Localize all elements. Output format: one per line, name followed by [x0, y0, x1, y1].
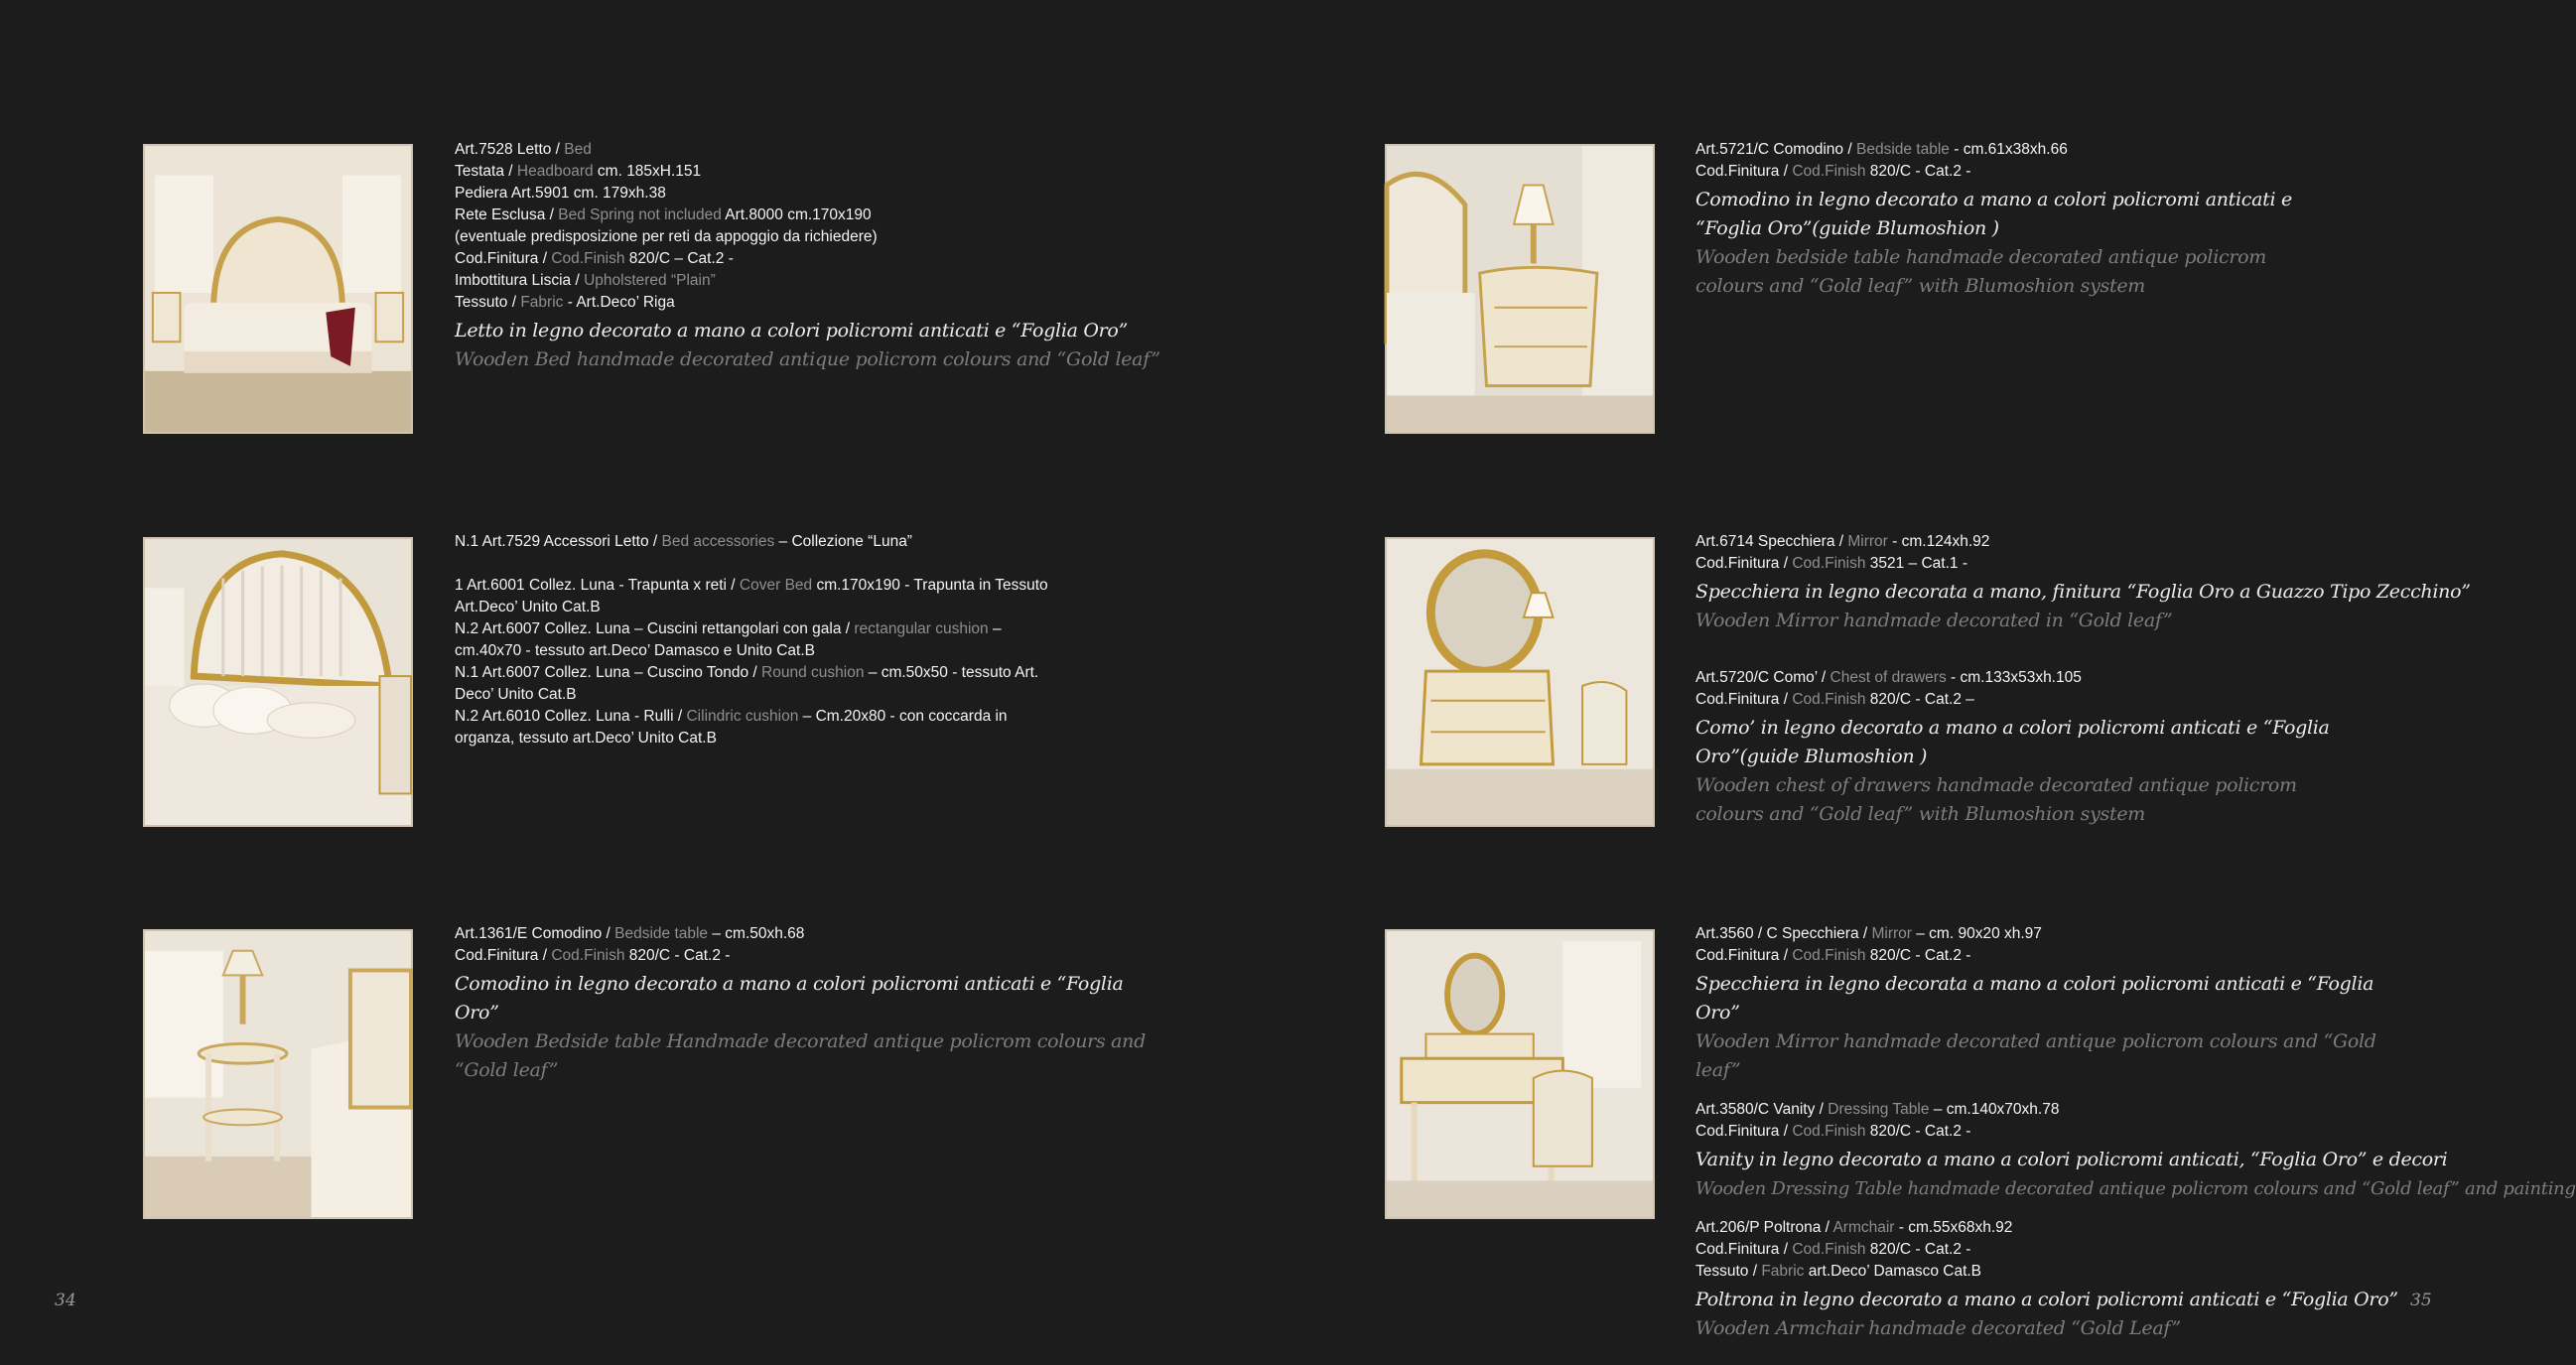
- text: Cod.Finitura /: [1695, 1241, 1793, 1258]
- text: N.2 Art.6010 Collez. Luna - Rulli /: [455, 708, 687, 725]
- text: 820/C - Cat.2 –: [1865, 691, 1974, 708]
- line-footboard: Pediera Art.5901 cm. 179xh.38: [455, 185, 666, 202]
- line-upholstery: [455, 270, 1169, 292]
- line-finish: [455, 945, 1169, 967]
- line-armchair-article: [1695, 1217, 2410, 1239]
- product-block-vanity-set: [1695, 923, 2576, 1343]
- text: - Art.Deco’ Riga: [563, 294, 675, 311]
- text: – cm.140x70xh.78: [1929, 1101, 2060, 1118]
- line-cilindric-cushion-fabric: organza, tessuto art.Deco’ Unito Cat.B: [455, 730, 717, 747]
- bed-photo: [143, 144, 413, 434]
- text: 3521 – Cat.1 -: [1865, 555, 1967, 572]
- description-italian: Comodino in legno decorato a mano a colori policromi anticati e “Foglia Oro”: [455, 973, 1124, 1024]
- line-rect-cushion: [455, 618, 1169, 640]
- line-note: (eventuale predisposizione per reti da appoggio da richiedere): [455, 228, 878, 245]
- text: Imbottitura Liscia /: [455, 272, 585, 289]
- text: Cod.Finitura /: [455, 250, 552, 267]
- text-en: Cod.Finish: [1792, 555, 1866, 572]
- text: – cm.50x50 - tessuto Art.: [864, 664, 1039, 681]
- spacer: [1695, 1203, 2410, 1217]
- text: 820/C - Cat.2 -: [1865, 1241, 1971, 1258]
- text-en: Cilindric cushion: [686, 708, 799, 725]
- line-mirror-article: [1695, 531, 2351, 553]
- line-armchair-fabric: [1695, 1261, 2410, 1283]
- text-en: Bedside table: [614, 925, 709, 942]
- text: Tessuto /: [455, 294, 521, 311]
- text: Cod.Finitura /: [1695, 555, 1793, 572]
- text-en: Bedside table: [1855, 141, 1950, 158]
- spacer: [455, 553, 1169, 575]
- text: art.Deco’ Damasco Cat.B: [1804, 1263, 1982, 1280]
- text-en: Cod.Finish: [1792, 691, 1866, 708]
- line-article: [455, 139, 1169, 161]
- text-en: Fabric: [1761, 1263, 1805, 1280]
- text-en: Round cushion: [761, 664, 865, 681]
- line-finish: [1695, 161, 2331, 183]
- text-en: Cod.Finish: [1792, 947, 1866, 964]
- text: Testata /: [455, 163, 517, 180]
- spacer: [1695, 635, 2351, 667]
- text: Art.3560 / C Specchiera /: [1695, 925, 1872, 942]
- text: Cod.Finitura /: [1695, 691, 1793, 708]
- product-block-bed: [455, 139, 1169, 374]
- text-en: Headboard: [516, 163, 594, 180]
- text-en: Cod.Finish: [1792, 1241, 1866, 1258]
- text: Art.5720/C Como’ /: [1695, 669, 1830, 686]
- product-block-mirror-chest: [1695, 531, 2471, 829]
- line-mirror-article: [1695, 923, 2410, 945]
- text-en: Cover Bed: [739, 577, 813, 594]
- text: N.1 Art.6007 Collez. Luna – Cuscino Tondo /: [455, 664, 762, 681]
- line-round-cushion-fabric: Deco’ Unito Cat.B: [455, 686, 577, 703]
- product-block-bed-accessories: [455, 531, 1169, 750]
- text: Art.7528 Letto /: [455, 141, 565, 158]
- chest-description-english: Wooden chest of drawers handmade decorated antique policrom colours and “Gold leaf” with Blumoshion system: [1695, 774, 2297, 825]
- text-en: Cod.Finish: [1792, 163, 1866, 180]
- text-en: rectangular cushion: [854, 620, 989, 637]
- text: Art.5721/C Comodino /: [1695, 141, 1856, 158]
- line-armchair-finish: [1695, 1239, 2410, 1261]
- line-rect-cushion-fabric: cm.40x70 - tessuto art.Deco’ Damasco e Unito Cat.B: [455, 642, 815, 659]
- text: - cm.124xh.92: [1887, 533, 1990, 550]
- text-en: Mirror: [1847, 533, 1888, 550]
- description-english: Wooden Bed handmade decorated antique policrom colours and “Gold leaf”: [455, 348, 1160, 370]
- description-italian: Letto in legno decorato a mano a colori policromi anticati e “Foglia Oro”: [455, 320, 1128, 341]
- text: Art.206/P Poltrona /: [1695, 1219, 1833, 1236]
- text: 820/C - Cat.2 -: [1865, 947, 1971, 964]
- text: N.1 Art.7529 Accessori Letto /: [455, 533, 662, 550]
- line-round-cushion: [455, 662, 1169, 684]
- text: - cm.133x53xh.105: [1946, 669, 2082, 686]
- text: - cm.55x68xh.92: [1894, 1219, 2013, 1236]
- text: 820/C - Cat.2 -: [1865, 1123, 1971, 1140]
- text: 820/C – Cat.2 -: [624, 250, 734, 267]
- text: 820/C - Cat.2 -: [1865, 163, 1971, 180]
- description-italian: Comodino in legno decorato a mano a colori policromi anticati e “Foglia Oro”(guide Blumoshion ): [1695, 189, 2292, 239]
- text: – Cm.20x80 - con coccarda in: [798, 708, 1008, 725]
- mirror-description-english: Wooden Mirror handmade decorated antique policrom colours and “Gold leaf”: [1695, 1030, 2376, 1081]
- text: – Collezione “Luna”: [774, 533, 912, 550]
- line-chest-article: [1695, 667, 2351, 689]
- text: Art.8000 cm.170x190: [721, 206, 872, 223]
- text-en: Bed accessories: [661, 533, 775, 550]
- vanity-description-italian: Vanity in legno decorato a mano a colori policromi anticati, “Foglia Oro” e decori: [1695, 1149, 2448, 1170]
- line-vanity-article: [1695, 1099, 2410, 1121]
- line-spring: [455, 205, 1169, 226]
- mirror-description-italian: Specchiera in legno decorata a mano, finitura “Foglia Oro a Guazzo Tipo Zecchino”: [1695, 581, 2471, 603]
- description-english: Wooden bedside table handmade decorated antique policrom colours and “Gold leaf” with Blumoshion system: [1695, 246, 2266, 297]
- line-finish: [455, 248, 1169, 270]
- text: Rete Esclusa /: [455, 206, 559, 223]
- description-english: Wooden Bedside table Handmade decorated antique policrom colours and “Gold leaf”: [455, 1030, 1146, 1081]
- bed-accessories-photo: [143, 537, 413, 827]
- line-cover-bed-fabric: Art.Deco’ Unito Cat.B: [455, 599, 601, 615]
- text: Art.3580/C Vanity /: [1695, 1101, 1829, 1118]
- text: – cm. 90x20 xh.97: [1911, 925, 2042, 942]
- line-cover-bed: [455, 575, 1169, 597]
- text-en: Armchair: [1832, 1219, 1895, 1236]
- product-block-bedside-table-2: [1695, 139, 2331, 301]
- spacer: [1695, 1085, 2410, 1099]
- line-vanity-finish: [1695, 1121, 2410, 1143]
- text-en: Cod.Finish: [551, 947, 625, 964]
- text: - cm.61x38xh.66: [1949, 141, 2068, 158]
- text: Cod.Finitura /: [1695, 1123, 1793, 1140]
- mirror-chest-photo: [1385, 537, 1655, 827]
- line-article: [455, 923, 1169, 945]
- mirror-description-italian: Specchiera in legno decorata a mano a colori policromi anticati e “Foglia Oro”: [1695, 973, 2374, 1024]
- page-number-right: 35: [2410, 1291, 2432, 1310]
- text: Tessuto /: [1695, 1263, 1762, 1280]
- text: N.2 Art.6007 Collez. Luna – Cuscini rettangolari con gala /: [455, 620, 855, 637]
- line-headboard: [455, 161, 1169, 183]
- text-en: Mirror: [1871, 925, 1912, 942]
- page-number-left: 34: [55, 1291, 76, 1310]
- text-en: Dressing Table: [1828, 1101, 1930, 1118]
- text: 820/C - Cat.2 -: [624, 947, 731, 964]
- text-en: Fabric: [520, 294, 564, 311]
- text: cm. 185xH.151: [593, 163, 702, 180]
- line-article: [455, 531, 1169, 553]
- vanity-description-english: Wooden Dressing Table handmade decorated antique policrom colours and “Gold leaf” and painting: [1695, 1178, 2576, 1199]
- bedside-table-photo-1: [143, 929, 413, 1219]
- line-article: [1695, 139, 2331, 161]
- text-en: Bed Spring not included: [558, 206, 722, 223]
- text: – cm.50xh.68: [708, 925, 805, 942]
- line-mirror-finish: [1695, 553, 2351, 575]
- product-block-bedside-table: [455, 923, 1169, 1085]
- line-chest-finish: [1695, 689, 2351, 711]
- text: Cod.Finitura /: [1695, 163, 1793, 180]
- text: cm.170x190 - Trapunta in Tessuto: [812, 577, 1048, 594]
- line-cilindric-cushion: [455, 706, 1169, 728]
- text: Art.6714 Specchiera /: [1695, 533, 1848, 550]
- bedside-table-photo-2: [1385, 144, 1655, 434]
- vanity-photo: [1385, 929, 1655, 1219]
- armchair-description-english: Wooden Armchair handmade decorated “Gold Leaf”: [1695, 1317, 2181, 1339]
- text-en: Bed: [564, 141, 592, 158]
- text: 1 Art.6001 Collez. Luna - Trapunta x reti /: [455, 577, 740, 594]
- text-en: Cod.Finish: [1792, 1123, 1866, 1140]
- text: Art.1361/E Comodino /: [455, 925, 615, 942]
- text: Cod.Finitura /: [1695, 947, 1793, 964]
- mirror-description-english: Wooden Mirror handmade decorated in “Gold leaf”: [1695, 610, 2173, 631]
- text: –: [988, 620, 1002, 637]
- text-en: Upholstered “Plain”: [584, 272, 716, 289]
- line-fabric: [455, 292, 1169, 314]
- armchair-description-italian: Poltrona in legno decorato a mano a colori policromi anticati e “Foglia Oro”: [1695, 1289, 2398, 1310]
- text-en: Chest of drawers: [1830, 669, 1947, 686]
- text-en: Cod.Finish: [551, 250, 625, 267]
- line-mirror-finish: [1695, 945, 2410, 967]
- text: Cod.Finitura /: [455, 947, 552, 964]
- chest-description-italian: Como’ in legno decorato a mano a colori policromi anticati e “Foglia Oro”(guide Blumoshion ): [1695, 717, 2330, 767]
